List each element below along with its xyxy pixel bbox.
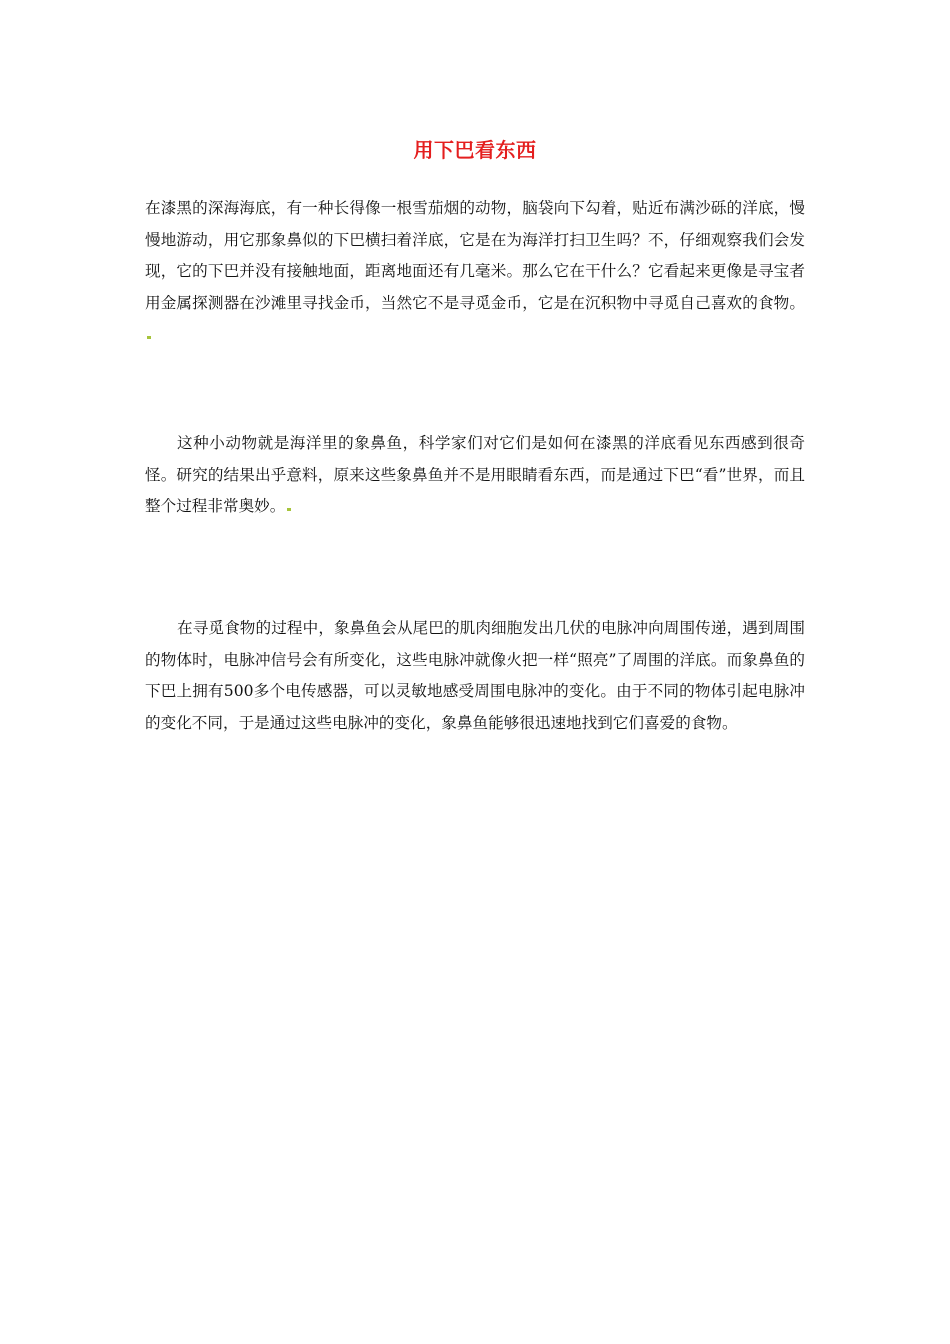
marker-dot (147, 336, 151, 339)
paragraph-2-text: 这种小动物就是海洋里的象鼻鱼，科学家们对它们是如何在漆黑的洋底看见东西感到很奇怪。研究的结果出乎意料，原来这些象鼻鱼并不是用眼睛看东西，而是通过下巴“看”世界，而且整个过程非常奥妙。 (145, 434, 805, 515)
paragraph-3-text: 在寻觅食物的过程中，象鼻鱼会从尾巴的肌肉细胞发出几伏的电脉冲向周围传递，遇到周围的物体时，电脉冲信号会有所变化，这些电脉冲就像火把一样“照亮”了周围的洋底。而象鼻鱼的下巴上拥有500多个电传感器，可以灵敏地感受周围电脉冲的变化。由于不同的物体引起电脉冲的变化不同，于是通过这些电脉冲的变化，象鼻鱼能够很迅速地找到它们喜爱的食物。 (145, 619, 805, 732)
paragraph-1 (145, 193, 805, 351)
paragraph-1-text: 在漆黑的深海海底，有一种长得像一根雪茄烟的动物，脑袋向下勾着，贴近布满沙砾的洋底，慢慢地游动，用它那象鼻似的下巴横扫着洋底，它是在为海洋打扫卫生吗？不，仔细观察我们会发现，它的下巴并没有接触地面，距离地面还有几毫米。那么它在干什么？它看起来更像是寻宝者用金属探测器在沙滩里寻找金币，当然它不是寻觅金币，它是在沉积物中寻觅自己喜欢的食物。 (145, 199, 805, 312)
document-title: 用下巴看东西 (413, 138, 537, 163)
marker-dot (287, 508, 291, 511)
paragraph-2 (145, 428, 805, 523)
paragraph-3 (145, 613, 805, 739)
